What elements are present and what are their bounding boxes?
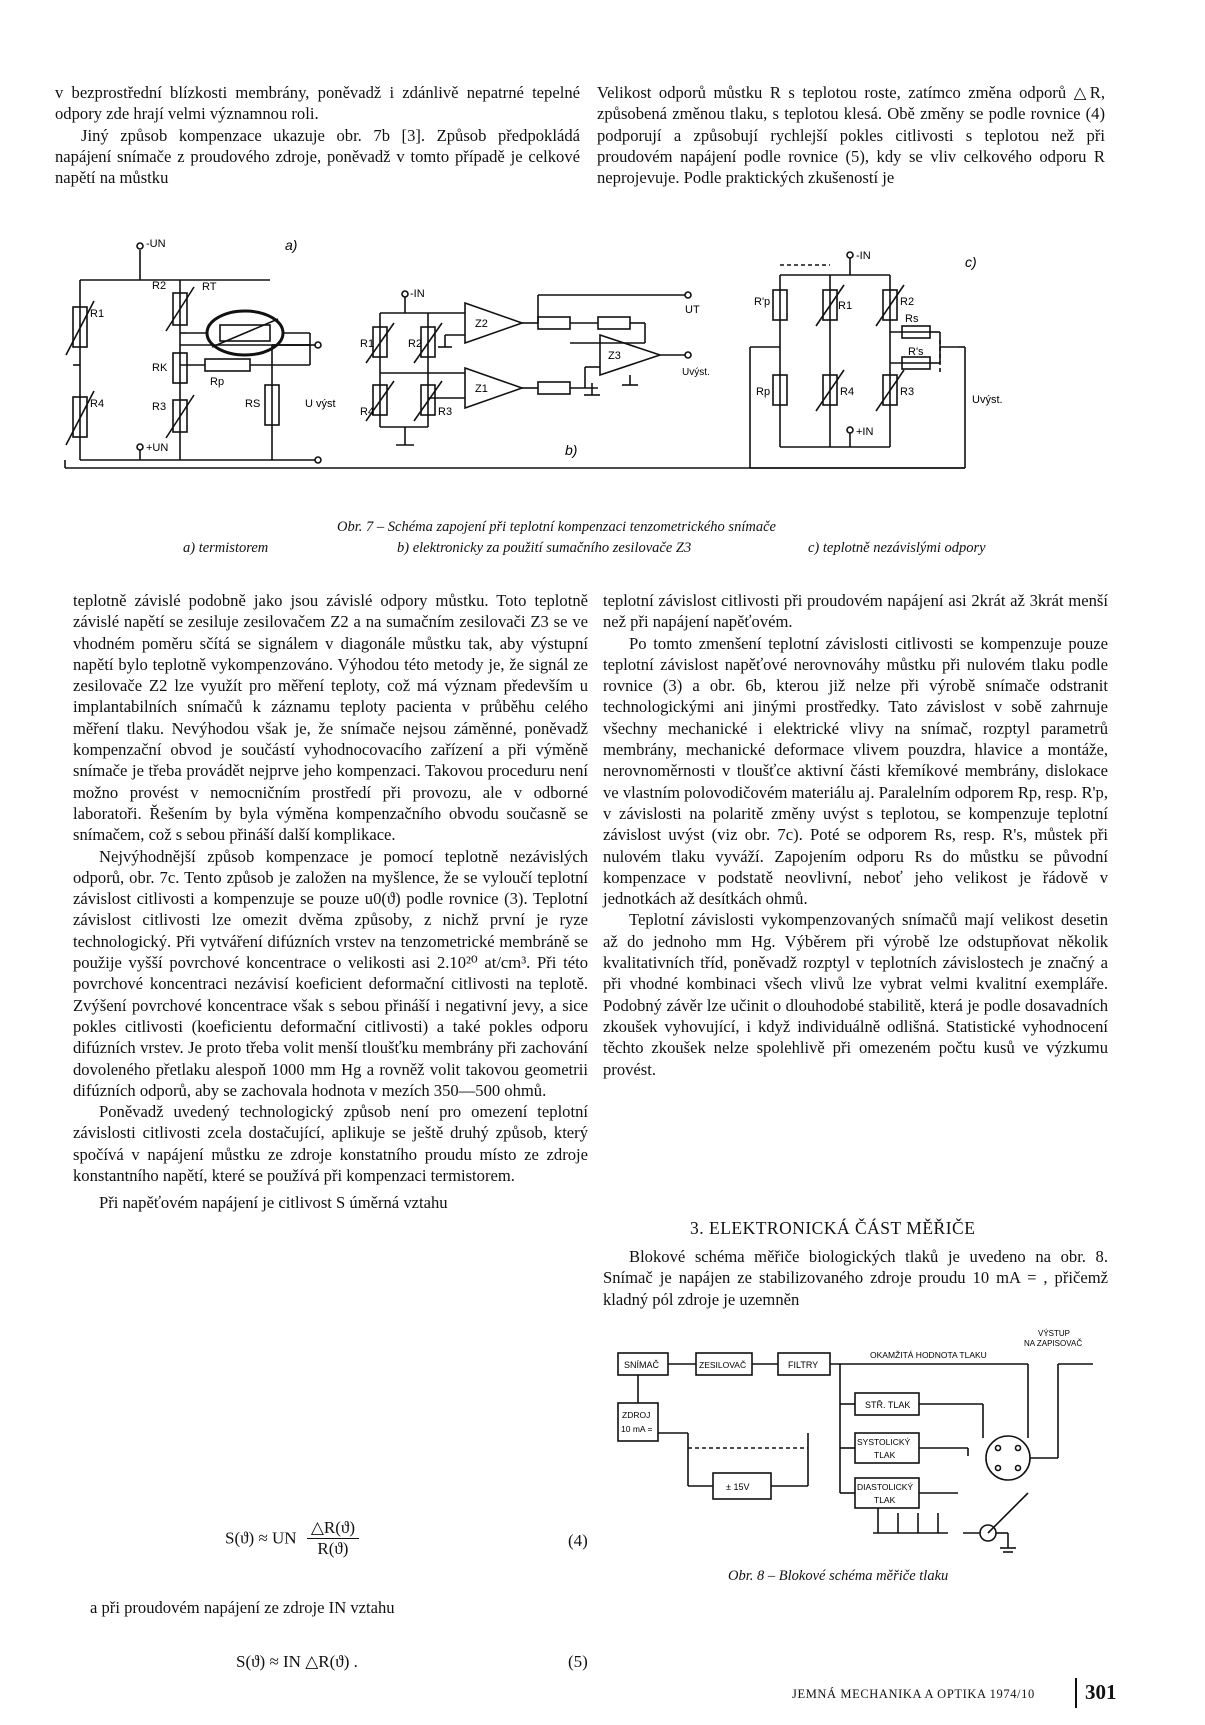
equation-4-number: (4) — [568, 1531, 588, 1550]
equation-4 — [225, 1518, 359, 1559]
label-rp: Rp — [756, 386, 771, 398]
label-snimac: SNÍMAČ — [624, 1360, 660, 1370]
figure-7-schematic — [60, 235, 1110, 520]
label-un-plus: +UN — [146, 442, 169, 454]
label-uvyst: Uvýst. — [682, 367, 710, 378]
right-column — [603, 590, 1108, 1080]
label-rt: RT — [202, 281, 217, 293]
equation-4-numerator: △R(ϑ) — [307, 1518, 359, 1539]
label-r1: R1 — [360, 338, 375, 350]
paragraph: Poněvadž uvedený technologický způsob není pro omezení teplotní závislosti citlivosti zcela dostačující, aplikuje se ještě druhý způsob, který spočívá v napájení můstku ze zdroje konstatního proudu místo ze zdroje konstantního napětí, které se používá při kompenzaci termistorem. — [73, 1102, 588, 1186]
paragraph: teplotně závislé podobně jako jsou závislé odpory můstku. Toto teplotně závislé napětí se zesiluje zesilovačem Z2 a na sumačním zesilovači Z3 se ve vhodném poměru sčítá se signálem v diagonále můstku tak, aby výstupní napětí bylo teplotně vykompenzováno. Výhodou této metody je, že signál ze zesilovače Z2 lze využít pro měření teploty, což má význam především u implantabilních snímačů k záznamu teploty pacienta v průběhu celého měření tlaku. Nevýhodou však je, že snímače nejsou záměnné, poněvadž kompenzační obvod je součástí vyhodnocovacího zařízení a při výměně snímače je třeba provádět nejprve jeho kompenzaci. Takovou proceduru není možno provést v nemocničním prostředí při provozu, ale v odborné laboratoři. Řešením by byla výměna kompenzačního obvodu současně se snímačem, což s sebou přináší další komplikace. — [73, 591, 588, 845]
block-zdroj — [618, 1403, 658, 1441]
label-str-tlak: STŘ. TLAK — [865, 1400, 911, 1410]
equation-5: S(ϑ) ≈ IN △R(ϑ) . — [236, 1652, 358, 1671]
label-in: -IN — [410, 288, 425, 300]
label-rs: RS — [245, 398, 261, 410]
label-r2: R2 — [152, 280, 167, 292]
equation-4-lhs: S(ϑ) ≈ UN — [225, 1528, 297, 1548]
figure-part-a-label: a) — [285, 237, 298, 253]
figure-8-block-diagram — [608, 1328, 1108, 1568]
paragraph: Velikost odporů můstku R s teplotou roste, zatímco změna odporů △R, způsobená změnou tlaku, s teplotou klesá. Obě změny se podle rovnice (4) podporují a způsobují rychlejší pokles citlivosti s teplotou než při proudovém napájení podle rovnice (5), kdy se vliv celkového odporu R neprojevuje. Podle praktických zkušeností je — [597, 83, 1105, 188]
figure-7-caption-b: b) elektronicky za použití sumačního zesilovače Z3 — [397, 540, 692, 556]
label-na-zapisovac: NA ZAPISOVAČ — [1024, 1339, 1083, 1348]
selector-switch — [986, 1436, 1030, 1480]
label-rs: Rs — [905, 313, 919, 325]
page-number: 301 — [1085, 1680, 1117, 1704]
label-filtry: FILTRY — [788, 1360, 819, 1370]
equation-4-denominator: R(ϑ) — [317, 1539, 349, 1558]
label-diastolicky: DIASTOLICKÝ — [857, 1482, 914, 1492]
journal-name: JEMNÁ MECHANIKA A OPTIKA 1974/10 — [792, 1687, 1035, 1701]
section-heading: 3. ELEKTRONICKÁ ČÁST MĚŘIČE — [690, 1218, 976, 1238]
figure-8-caption: Obr. 8 – Blokové schéma měřiče tlaku — [728, 1568, 949, 1584]
equation-5-number: (5) — [568, 1652, 588, 1671]
label-in-plus: +IN — [856, 426, 874, 438]
label-okamzita: OKAMŽITÁ HODNOTA TLAKU — [870, 1350, 987, 1360]
label-r1: R1 — [90, 308, 105, 320]
label-zdroj: ZDROJ — [622, 1410, 651, 1420]
label-rk: RK — [152, 362, 168, 374]
figure-7-caption-a: a) termistorem — [183, 540, 269, 556]
label-psu: ± 15V — [726, 1482, 750, 1492]
label-in-minus: -IN — [856, 250, 871, 262]
label-r4: R4 — [840, 386, 855, 398]
paragraph: v bezprostřední blízkosti membrány, poněvadž i zdánlivě nepatrné tepelné odpory zde hrají velmi významnou roli. — [55, 83, 580, 124]
paragraph: Teplotní závislosti vykompenzovaných snímačů mají velikost desetin až do jednoho mm Hg. Výběrem při výrobě lze odstupňovat několik kvalitativních tříd, poněvadž rozptyl v teplotních závislostech je značný a při vhodné kombinaci všech vlivů lze vybrat velmi kvalitní exempláře. Podobný závěr lze učinit o dlouhodobé stabilitě, která je podle dosavadních zkoušek vyhovující, i když individuálně odlišná. Statistické vyhodnocení těchto zkoušek nelze spolehlivě při omezeném počtu kusů ve výzkumu provést. — [603, 910, 1108, 1079]
paragraph: a při proudovém napájení ze zdroje IN vztahu — [90, 1598, 395, 1617]
figure-part-b-label: b) — [565, 442, 578, 458]
label-vystup: VÝSTUP — [1038, 1329, 1071, 1338]
paragraph: Při napěťovém napájení je citlivost S úměrná vztahu — [99, 1193, 448, 1213]
label-systolicky: SYSTOLICKÝ — [857, 1437, 911, 1447]
label-r3: R3 — [438, 406, 453, 418]
label-zesilovac: ZESILOVAČ — [699, 1360, 747, 1370]
label-rs1: R's — [908, 346, 924, 358]
label-rp: Rp — [210, 376, 225, 388]
label-un-minus: -UN — [146, 238, 166, 250]
label-rp1: R'p — [754, 296, 771, 308]
paragraph: Po tomto zmenšení teplotní závislosti citlivosti se kompenzuje pouze teplotní závislost napěťové nerovnováhy můstku při nulovém tlaku podle rovnice (3) a obr. 6b, kterou již nelze při výrobě snímače odstranit technologickými ani jinými prostředky. Tato závislost v sobě zahrnuje všechny mechanické i elektrické vlivy na snímač, rozptyl parametrů membrány, mechanické deformace vlivem pouzdra, hlavice a montáže, nerovnoměrnosti v tloušťce aktivní části křemíkové membrány, dislokace ve vlastním polovodičovém materiálu aj. Paralelním odporem Rp, resp. R'p, v závislosti na polaritě změny uvýst s teplotou, se kompenzuje teplotní závislost uvýst (viz obr. 7c). Poté se odporem Rs, resp. R's, můstek při nulovém tlaku vyváží. Zapojením odporu Rs do můstku se původní kompenzace v podstatě neovlivní, neboť jeho velikost je řádově v jednotkách až desítkách ohmů. — [603, 633, 1108, 909]
footer-divider — [1075, 1678, 1077, 1708]
label-ut: UT — [685, 304, 700, 316]
label-uvyst: U výst — [305, 398, 336, 410]
paragraph: Jiný způsob kompenzace ukazuje obr. 7b [3]. Způsob předpokládá napájení snímače z proudového zdroje, poněvadž v tomto případě je celkové napětí na můstku — [55, 125, 580, 188]
top-right-column — [597, 82, 1105, 188]
label-uvyst: Uvýst. — [972, 394, 1003, 406]
label-r2: R2 — [900, 296, 915, 308]
label-z1: Z1 — [475, 383, 488, 395]
right-column-continued — [603, 1246, 1108, 1310]
figure-part-c-label: c) — [965, 254, 977, 270]
paragraph: Nejvýhodnější způsob kompenzace je pomocí teplotně nezávislých odporů, obr. 7c. Tento způsob je založen na myšlence, že se vyloučí teplotní závislost citlivosti a kompenzuje se pouze u0(ϑ) podle rovnice (3). Teplotní závislost citlivosti lze omezit dvěma způsoby, z nichž první je ryze technologický. Při vytváření difúzních vrstev na tenzometrické membráně se použije vyšší povrchové koncentrace o velikosti asi 2.10²⁰ at/cm³. Při této povrchové koncentraci nezávisí koeficient deformační citlivosti na teplotě. Zvýšení povrchové koncentrace však s sebou přináší i negativní jevy, a sice pokles citlivosti (koeficientu deformační citlivosti) a také pokles odporu difúzních vrstev. Je proto třeba volit menší tloušťku membrány při zachování dovoleného přetlaku alespoň 1000 mm Hg a rovněž volit takovou geometrii difúzních odporů, aby se zachovala hodnota v mezích 350—500 ohmů. — [73, 846, 588, 1100]
label-diastolicky-tlak: TLAK — [874, 1495, 896, 1505]
top-left-column — [55, 82, 580, 188]
label-z3: Z3 — [608, 350, 621, 362]
label-systolicky-tlak: TLAK — [874, 1450, 896, 1460]
figure-7-caption: Obr. 7 – Schéma zapojení při teplotní kompenzaci tenzometrického snímače — [337, 519, 776, 535]
paragraph: Blokové schéma měřiče biologických tlaků je uvedeno na obr. 8. Snímač je napájen ze stabilizovaného zdroje proudu 10 mA = , přičemž kladný pól zdroje je uzemněn — [603, 1247, 1108, 1309]
label-r1: R1 — [838, 300, 853, 312]
label-r3: R3 — [900, 386, 915, 398]
label-z2: Z2 — [475, 318, 488, 330]
paragraph: teplotní závislost citlivosti při proudovém napájení asi 2krát až 3krát menší než při napájení napěťovém. — [603, 591, 1108, 632]
label-r4: R4 — [90, 398, 105, 410]
figure-7-caption-c: c) teplotně nezávislými odpory — [808, 540, 986, 556]
label-r3: R3 — [152, 401, 167, 413]
label-r4: R4 — [360, 406, 375, 418]
label-zdroj-current: 10 mA = — [621, 1424, 653, 1434]
label-r2: R2 — [408, 338, 423, 350]
left-column — [73, 590, 588, 1214]
